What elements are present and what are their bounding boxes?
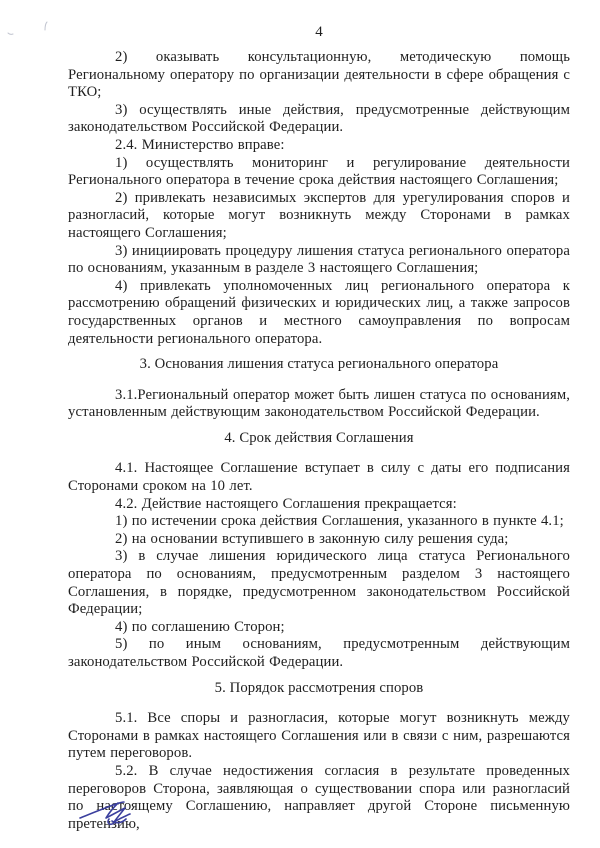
- document-paragraph: 2.4. Министерство вправе:: [115, 136, 285, 153]
- document-paragraph: 3) инициировать процедуру лишения статуса регионального оператора по основаниям, указанным в разделе 3 настоящего Соглашения;: [68, 242, 570, 277]
- document-paragraph: 5) по иным основаниям, предусмотренным действующим законодательством Российской Федерации.: [68, 636, 570, 670]
- document-paragraph: 3) осуществлять иные действия, предусмотренные действующим законодательством Российской Федерации.: [68, 101, 570, 136]
- section-heading-3: 3. Основания лишения статуса регионального оператора: [139, 356, 499, 373]
- document-paragraph: 4.2. Действие настоящего Соглашения прекращается:: [115, 495, 457, 512]
- document-paragraph: 4.1. Настоящее Соглашение вступает в силу с даты его подписания Сторонами сроком на 10 лет.: [68, 460, 570, 495]
- document-paragraph: 5.1. Все споры и разногласия, которые могут возникнуть между Сторонами в рамках настоящего Соглашения или в связи с ним, разрешаются путем переговоров.: [68, 710, 570, 762]
- page-number: 4: [315, 24, 323, 40]
- document-paragraph: 2) привлекать независимых экспертов для урегулирования споров и разногласий, которые могут возникнуть между Сторонами в рамках настоящего Соглашения;: [68, 189, 570, 241]
- document-paragraph: 4) по соглашению Сторон;: [115, 618, 285, 635]
- document-paragraph: 2) на основании вступившего в законную силу решения суда;: [115, 530, 509, 547]
- signature-ink: [76, 793, 148, 835]
- document-body: [68, 49, 570, 833]
- document-paragraph: 1) по истечении срока действия Соглашения, указанного в пункте 4.1;: [115, 513, 564, 530]
- document-paragraph: 3.1.Региональный оператор может быть лишен статуса по основаниям, установленным действующим законодательством Российской Федерации.: [68, 386, 570, 421]
- section-heading-5: 5. Порядок рассмотрения споров: [214, 679, 424, 696]
- pencil-mark: [4, 18, 64, 46]
- document-paragraph: 4) привлекать уполномоченных лиц регионального оператора к рассмотрению обращений физических и юридических лиц, а также запросов государственных органов и местного самоуправления по вопросам деятельности регионального оператора.: [68, 277, 570, 347]
- document-paragraph: 1) осуществлять мониторинг и регулирование деятельности Регионального оператора в течение срока действия настоящего Соглашения;: [68, 154, 570, 189]
- document-paragraph: 3) в случае лишения юридического лица статуса Регионального оператора по основаниям, предусмотренным разделом 3 настоящего Соглашения, в порядке, предусмотренном законодательством Российской Федерации;: [68, 548, 570, 618]
- document-paragraph: 5.2. В случае недостижения согласия в результате проведенных переговоров Сторона, заявляющая о существовании спора или разногласий по настоящему Соглашению, направляет другой Стороне письменную претензию,: [68, 762, 570, 832]
- section-heading-4: 4. Срок действия Соглашения: [224, 429, 414, 446]
- document-paragraph: 2) оказывать консультационную, методическую помощь Региональному оператору по организации деятельности в сфере обращения с ТКО;: [68, 49, 570, 101]
